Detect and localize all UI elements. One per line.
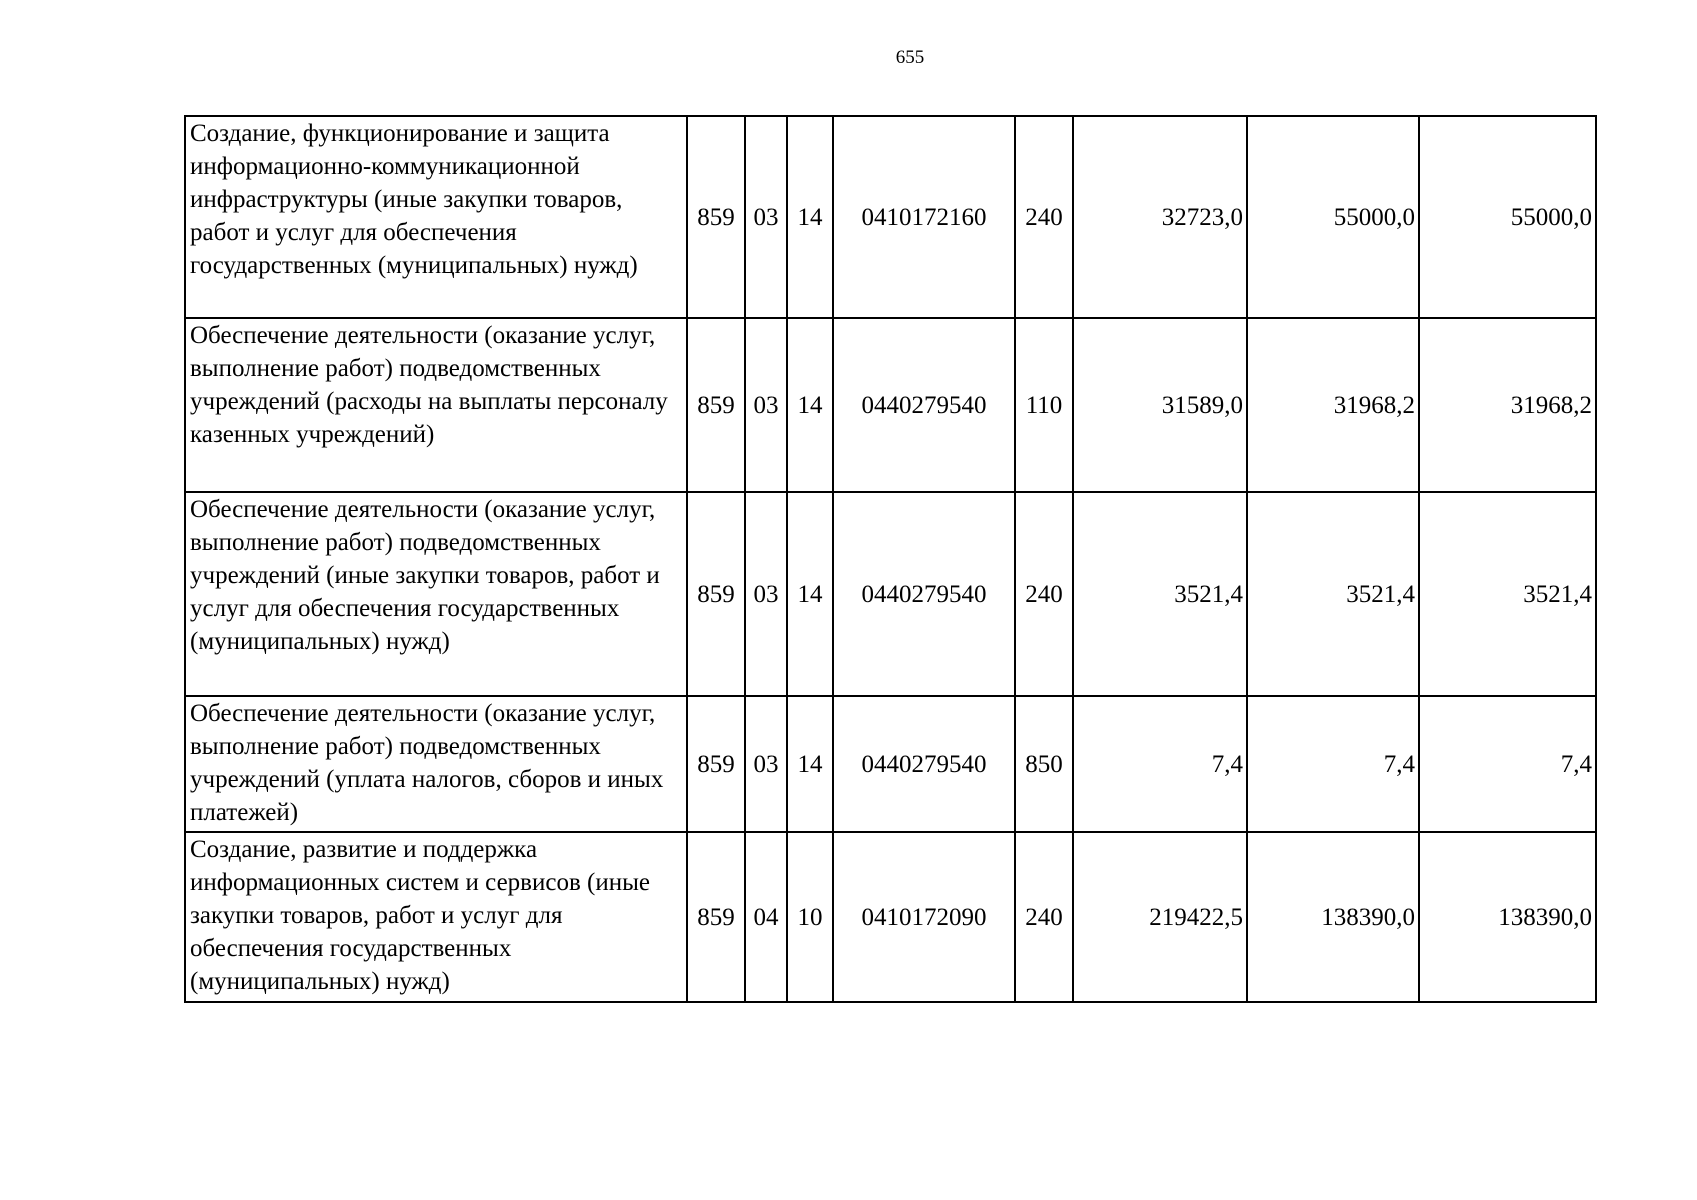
section-code: 03 [745,318,787,492]
row-description: Обеспечение деятельности (оказание услуг, выполнение работ) подведомственных учреждений (расходы на выплаты персоналу казенных учреждений) [185,318,687,492]
target-article-code: 0440279540 [833,318,1015,492]
row-description: Создание, развитие и поддержка информационных систем и сервисов (иные закупки товаров, работ и услуг для обеспечения государственных (муниципальных) нужд) [185,832,687,1002]
subsection-code: 14 [787,116,833,318]
amount-3: 55000,0 [1419,116,1596,318]
subsection-code: 14 [787,696,833,832]
row-description: Создание, функционирование и защита информационно-коммуникационной инфраструктуры (иные закупки товаров, работ и услуг для обеспечения государственных (муниципальных) нужд) [185,116,687,318]
subsection-code: 14 [787,492,833,696]
amount-1: 31589,0 [1073,318,1247,492]
amount-1: 3521,4 [1073,492,1247,696]
target-article-code: 0440279540 [833,696,1015,832]
row-description: Обеспечение деятельности (оказание услуг, выполнение работ) подведомственных учреждений (иные закупки товаров, работ и услуг для обеспечения государственных (муниципальных) нужд) [185,492,687,696]
expense-type-code: 240 [1015,492,1073,696]
table-row [185,492,1596,696]
table-row [185,116,1596,318]
ministry-code: 859 [687,492,745,696]
expense-type-code: 110 [1015,318,1073,492]
amount-3: 138390,0 [1419,832,1596,1002]
amount-3: 3521,4 [1419,492,1596,696]
ministry-code: 859 [687,832,745,1002]
amount-2: 138390,0 [1247,832,1419,1002]
budget-table [184,115,1597,1003]
section-code: 04 [745,832,787,1002]
expense-type-code: 240 [1015,832,1073,1002]
target-article-code: 0410172090 [833,832,1015,1002]
table-row [185,696,1596,832]
ministry-code: 859 [687,318,745,492]
ministry-code: 859 [687,696,745,832]
amount-2: 7,4 [1247,696,1419,832]
subsection-code: 14 [787,318,833,492]
subsection-code: 10 [787,832,833,1002]
target-article-code: 0440279540 [833,492,1015,696]
ministry-code: 859 [687,116,745,318]
expense-type-code: 850 [1015,696,1073,832]
amount-3: 31968,2 [1419,318,1596,492]
section-code: 03 [745,116,787,318]
amount-2: 3521,4 [1247,492,1419,696]
table-row [185,318,1596,492]
table-row [185,832,1596,1002]
amount-3: 7,4 [1419,696,1596,832]
amount-2: 31968,2 [1247,318,1419,492]
section-code: 03 [745,696,787,832]
amount-1: 32723,0 [1073,116,1247,318]
amount-2: 55000,0 [1247,116,1419,318]
section-code: 03 [745,492,787,696]
amount-1: 7,4 [1073,696,1247,832]
row-description: Обеспечение деятельности (оказание услуг, выполнение работ) подведомственных учреждений (уплата налогов, сборов и иных платежей) [185,696,687,832]
target-article-code: 0410172160 [833,116,1015,318]
expense-type-code: 240 [1015,116,1073,318]
page-number: 655 [895,47,925,68]
amount-1: 219422,5 [1073,832,1247,1002]
